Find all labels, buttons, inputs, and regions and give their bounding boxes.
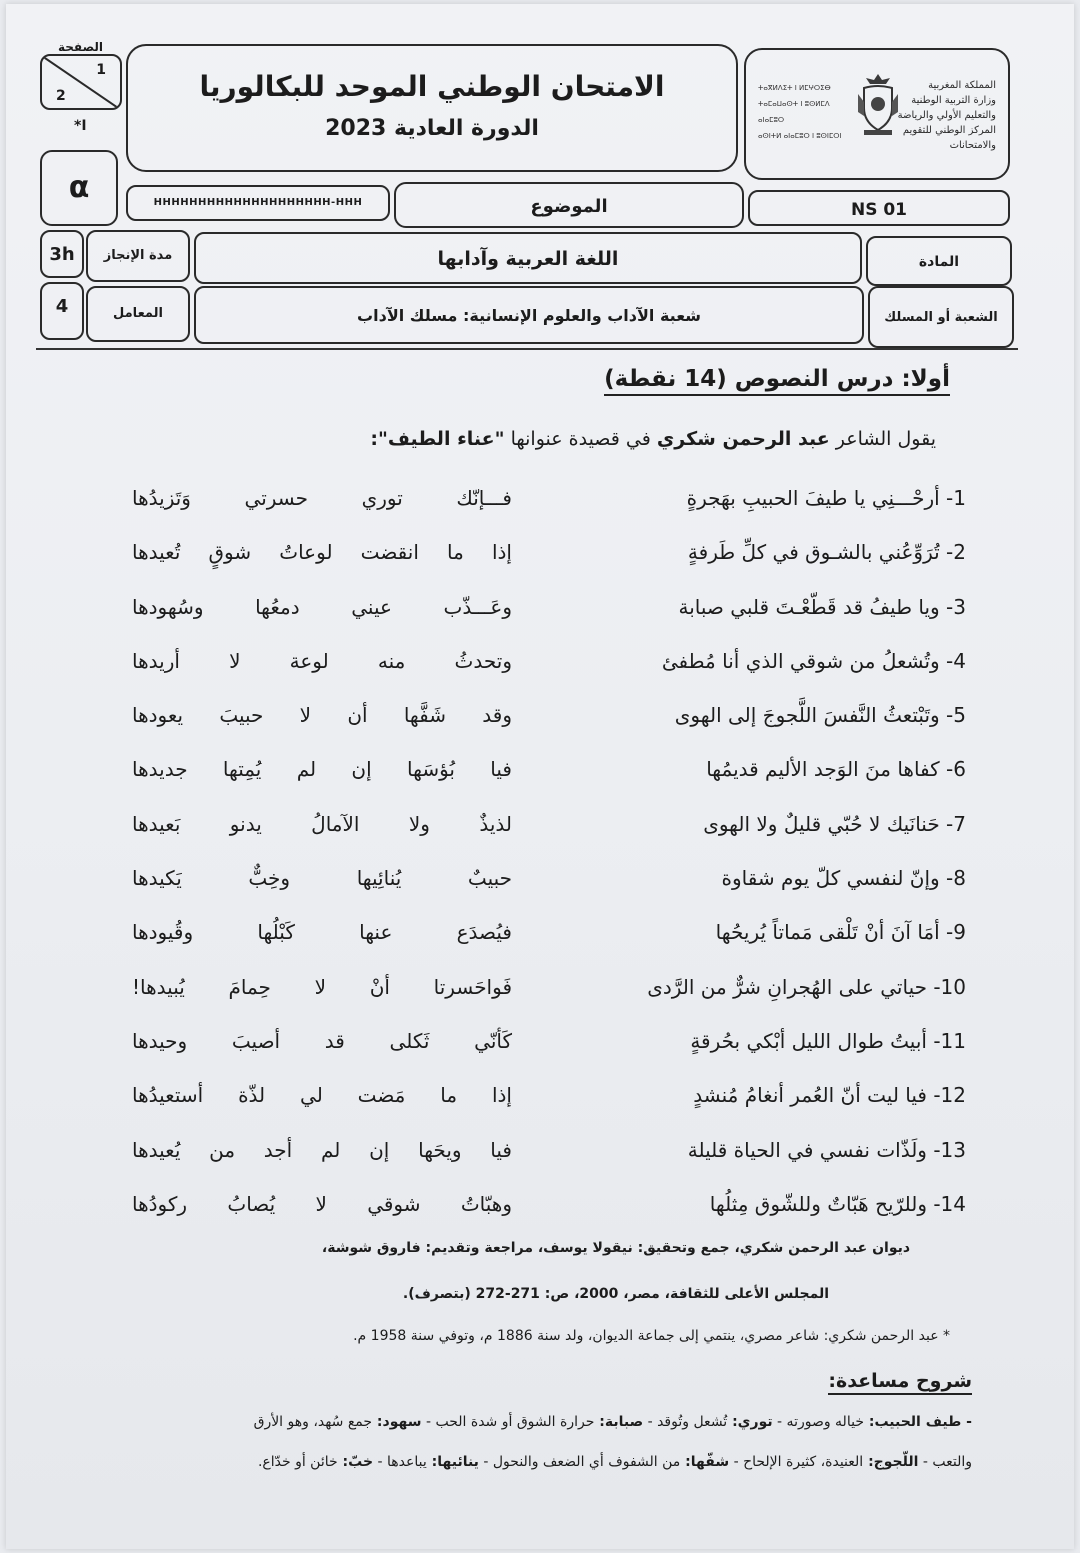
coef-label: المعامل — [113, 306, 163, 321]
verse-row — [106, 637, 966, 691]
coef-label-box — [86, 286, 190, 342]
help-def: يباعدها - — [373, 1454, 427, 1470]
verse-second-hemistich: وعَـــذّب عيني دمعُها وسُهودها — [132, 594, 512, 619]
help-title: شروح مساعدة: — [828, 1370, 972, 1395]
duration-value: 3h — [49, 244, 75, 265]
intro-lead: يقول الشاعر — [829, 428, 936, 450]
help-term: خبّ: — [337, 1454, 374, 1470]
help-term: - طيف الحبيب: — [863, 1414, 972, 1430]
help-term: اللّجوج: — [863, 1454, 919, 1470]
coef-value: 4 — [55, 296, 69, 317]
logo-arabic-line: والتعليم الأولي والرياضة — [897, 110, 996, 121]
verse-second-hemistich: إذا ما انقضت لوعاتُ شوقٍ تُعيدها — [132, 540, 512, 565]
subject-key-box — [866, 236, 1012, 286]
source-line-2: المجلس الأعلى للثقافة، مصر، 2000، ص: 271-272 (بتصرف). — [402, 1286, 830, 1302]
logo-arabic-line: وزارة التربية الوطنية — [911, 95, 996, 106]
poem-intro — [370, 428, 936, 450]
verse-first-hemistich: 5- وتَبْتعثُ النَّفسَ اللَّجوجَ إلى الهوى — [674, 703, 966, 728]
help-line-2 — [58, 1454, 972, 1470]
verse-first-hemistich: 11- أبيتُ طوال الليل أبْكي بحُرقةٍ — [690, 1028, 966, 1053]
verse-second-hemistich: فَواحَسرتا أنْ لا حِمامَ يُبيدها! — [132, 974, 512, 999]
help-term: توري: — [727, 1414, 773, 1430]
barcode-text: HHHHHHHHHHHHHHHHHHHH-HHH — [153, 197, 363, 208]
verse-second-hemistich: وهبّاتُ شوقي لا يُصابُ ركودُها — [132, 1191, 512, 1216]
exam-title: الامتحان الوطني الموحد للبكالوريا — [199, 70, 665, 103]
exam-code-box — [748, 190, 1010, 226]
help-def: من الشفوف أي الضعف والنحول - — [478, 1454, 681, 1470]
section-title: أولا: درس النصوص (14 نقطة) — [604, 366, 950, 396]
verse-second-hemistich: فيُصدَع عنها كَبْلُها وقُيودها — [132, 920, 512, 945]
exam-session: الدورة العادية 2023 — [325, 116, 539, 141]
verse-row — [106, 908, 966, 962]
help-term: سهود: — [372, 1414, 422, 1430]
verse-row — [106, 963, 966, 1017]
help-def: تُشعل وتُوقد - — [643, 1414, 728, 1430]
verse-first-hemistich: 2- تُرَوِّعُني بالشـوق في كلِّ طَرفةٍ — [687, 540, 966, 565]
logo-arabic-text — [886, 78, 996, 153]
logo-tifinagh-text — [758, 80, 853, 144]
subject-label-box — [394, 182, 744, 228]
verse-second-hemistich: لذيذٌ ولا الآمالُ يدنو بَعيدها — [132, 811, 512, 836]
verse-first-hemistich: 14- وللرّيح هَبّاتٌ وللشّوق مِثلُها — [709, 1191, 966, 1216]
poet-note: * عبد الرحمن شكري: شاعر مصري، ينتمي إلى جماعة الديوان، ولد سنة 1886 م، وتوفي سنة 1958 م. — [353, 1328, 950, 1344]
subject-key: المادة — [918, 254, 960, 270]
verse-second-hemistich: كَأنّي ثَكلى قد أصيبَ وحيدها — [132, 1028, 512, 1053]
verse-second-hemistich: فيا ويحَها إن لم أجد من يُعيدها — [132, 1137, 512, 1162]
verse-row — [106, 528, 966, 582]
subject-name-box — [194, 232, 862, 284]
verse-first-hemistich: 4- وتُشعلُ من شوقي الذي أنا مُطفئ — [661, 648, 966, 673]
verse-row — [106, 800, 966, 854]
poet-name: عبد الرحمن شكري — [656, 428, 830, 450]
verse-second-hemistich: فـــإنّك توري حسرتي وَتَزيدُها — [132, 486, 512, 510]
barcode-box — [126, 185, 390, 221]
ministry-logo-box — [744, 48, 1010, 180]
subject-name: اللغة العربية وآدابها — [437, 248, 619, 270]
verse-row — [106, 474, 966, 528]
exam-paper — [6, 4, 1074, 1549]
verse-second-hemistich: فيا بُؤسَها إن لم يُمِتها جديدها — [132, 757, 512, 782]
source-line-1: ديوان عبد الرحمن شكري، جمع وتحقيق: نيقولا يوسف، مراجعة وتقديم: فاروق شوشة، — [321, 1240, 911, 1256]
duration-value-box — [40, 230, 84, 278]
branch-key-box — [868, 286, 1014, 348]
branch-name: شعبة الآداب والعلوم الإنسانية: مسلك الآداب — [357, 306, 701, 325]
logo-tifinagh-line: ⵜⴰⴳⵍⴷⵉⵜ ⵏ ⵍⵎⵖⵔⵉⴱ — [758, 84, 831, 92]
page-indicator-box — [40, 54, 122, 110]
verse-first-hemistich: 13- ولَذّات نفسي في الحياة قليلة — [687, 1137, 966, 1162]
page-label: الصفحة — [58, 40, 104, 54]
verse-second-hemistich: وقد شَفَّها أن لا حبيبَ يعودها — [132, 703, 512, 728]
alpha-symbol: α — [68, 170, 90, 205]
verse-first-hemistich: 1- أرحْـــنِي يا طيفَ الحبيبِ بهَجرةٍ — [686, 486, 966, 510]
page-divider-line — [42, 56, 122, 110]
page-mark: *I — [74, 118, 87, 134]
verse-row — [106, 854, 966, 908]
verse-first-hemistich: 7- حَنانَيك لا حُبّي قليلٌ ولا الهوى — [703, 811, 966, 836]
verse-first-hemistich: 6- كفاها منَ الوَجد الأليم قديمُها — [706, 757, 966, 782]
verse-row — [106, 1017, 966, 1071]
page-number: 1 — [96, 62, 106, 78]
exam-title-box — [126, 44, 738, 172]
verse-first-hemistich: 8- وإنّ لنفسي كلّ يوم شقاوة — [721, 866, 966, 891]
exam-code: NS 01 — [850, 200, 908, 220]
verse-row — [106, 691, 966, 745]
alpha-box — [40, 150, 118, 226]
branch-box — [194, 286, 864, 344]
help-term: صبابة: — [594, 1414, 644, 1430]
help-def: والتعب - — [918, 1454, 972, 1470]
verse-first-hemistich: 12- فيا ليت أنّ العُمر أنغامُ مُنشدٍ — [693, 1083, 966, 1108]
subject-label: الموضوع — [530, 196, 608, 217]
logo-tifinagh-line: ⵜⴰⵎⴰⵡⴰⵙⵜ ⵏ ⵓⵙⵍⵎⴷ ⴰⵏⴰⵎⵓⵔ — [758, 100, 830, 124]
help-term: ينائيها: — [426, 1454, 479, 1470]
duration-label-box — [86, 230, 190, 282]
branch-key: الشعبة أو المسلك — [884, 310, 998, 325]
verse-second-hemistich: وتحدثُ منه لوعة لا أريدها — [132, 648, 512, 673]
verse-second-hemistich: إذا ما مَضت لي لذّة أستعيدُها — [132, 1083, 512, 1108]
verse-row — [106, 745, 966, 799]
poem-title: "عناء الطيف": — [370, 428, 505, 450]
coef-value-box — [40, 282, 84, 340]
help-def: حرارة الشوق أو شدة الحب - — [421, 1414, 595, 1430]
help-def: خياله وصورته - — [772, 1414, 864, 1430]
intro-mid: في قصيدة عنوانها — [504, 428, 657, 450]
help-def: العنيدة، كثيرة الإلحاح - — [729, 1454, 864, 1470]
duration-label: مدة الإنجاز — [103, 248, 173, 263]
page-total: 2 — [56, 88, 66, 104]
verse-second-hemistich: حبيبٌ يُنائِيها وخِبٌّ يَكيدها — [132, 866, 512, 891]
verse-first-hemistich: 10- حياتي على الهُجرانِ شرٌّ من الرَّدى — [647, 974, 966, 999]
logo-arabic-line: المملكة المغربية — [928, 80, 996, 91]
logo-arabic-line: المركز الوطني للتقويم والامتحانات — [902, 125, 996, 151]
help-term: شفّها: — [680, 1454, 730, 1470]
header-divider — [36, 348, 1018, 350]
help-def: جمع سُهد، وهو الأرق — [253, 1414, 373, 1430]
verse-first-hemistich: 9- أمَا آنَ أنْ تَلْقى مَماتاً يُريحُها — [715, 920, 966, 945]
verse-first-hemistich: 3- ويا طيفُ قد قَطّعْـتَ قلبي صبابة — [678, 594, 966, 619]
verse-row — [106, 1071, 966, 1125]
verse-row — [106, 583, 966, 637]
poem — [106, 474, 966, 1234]
help-line-1 — [58, 1414, 972, 1430]
help-def: خائن أو خدّاع. — [257, 1454, 338, 1470]
verse-row — [106, 1126, 966, 1180]
verse-row — [106, 1180, 966, 1234]
logo-tifinagh-line: ⴰⵙⵏⵜⵍ ⴰⵏⴰⵎⵓⵔ ⵏ ⵓⵙⵏⵎⵔⵏ — [758, 132, 842, 140]
